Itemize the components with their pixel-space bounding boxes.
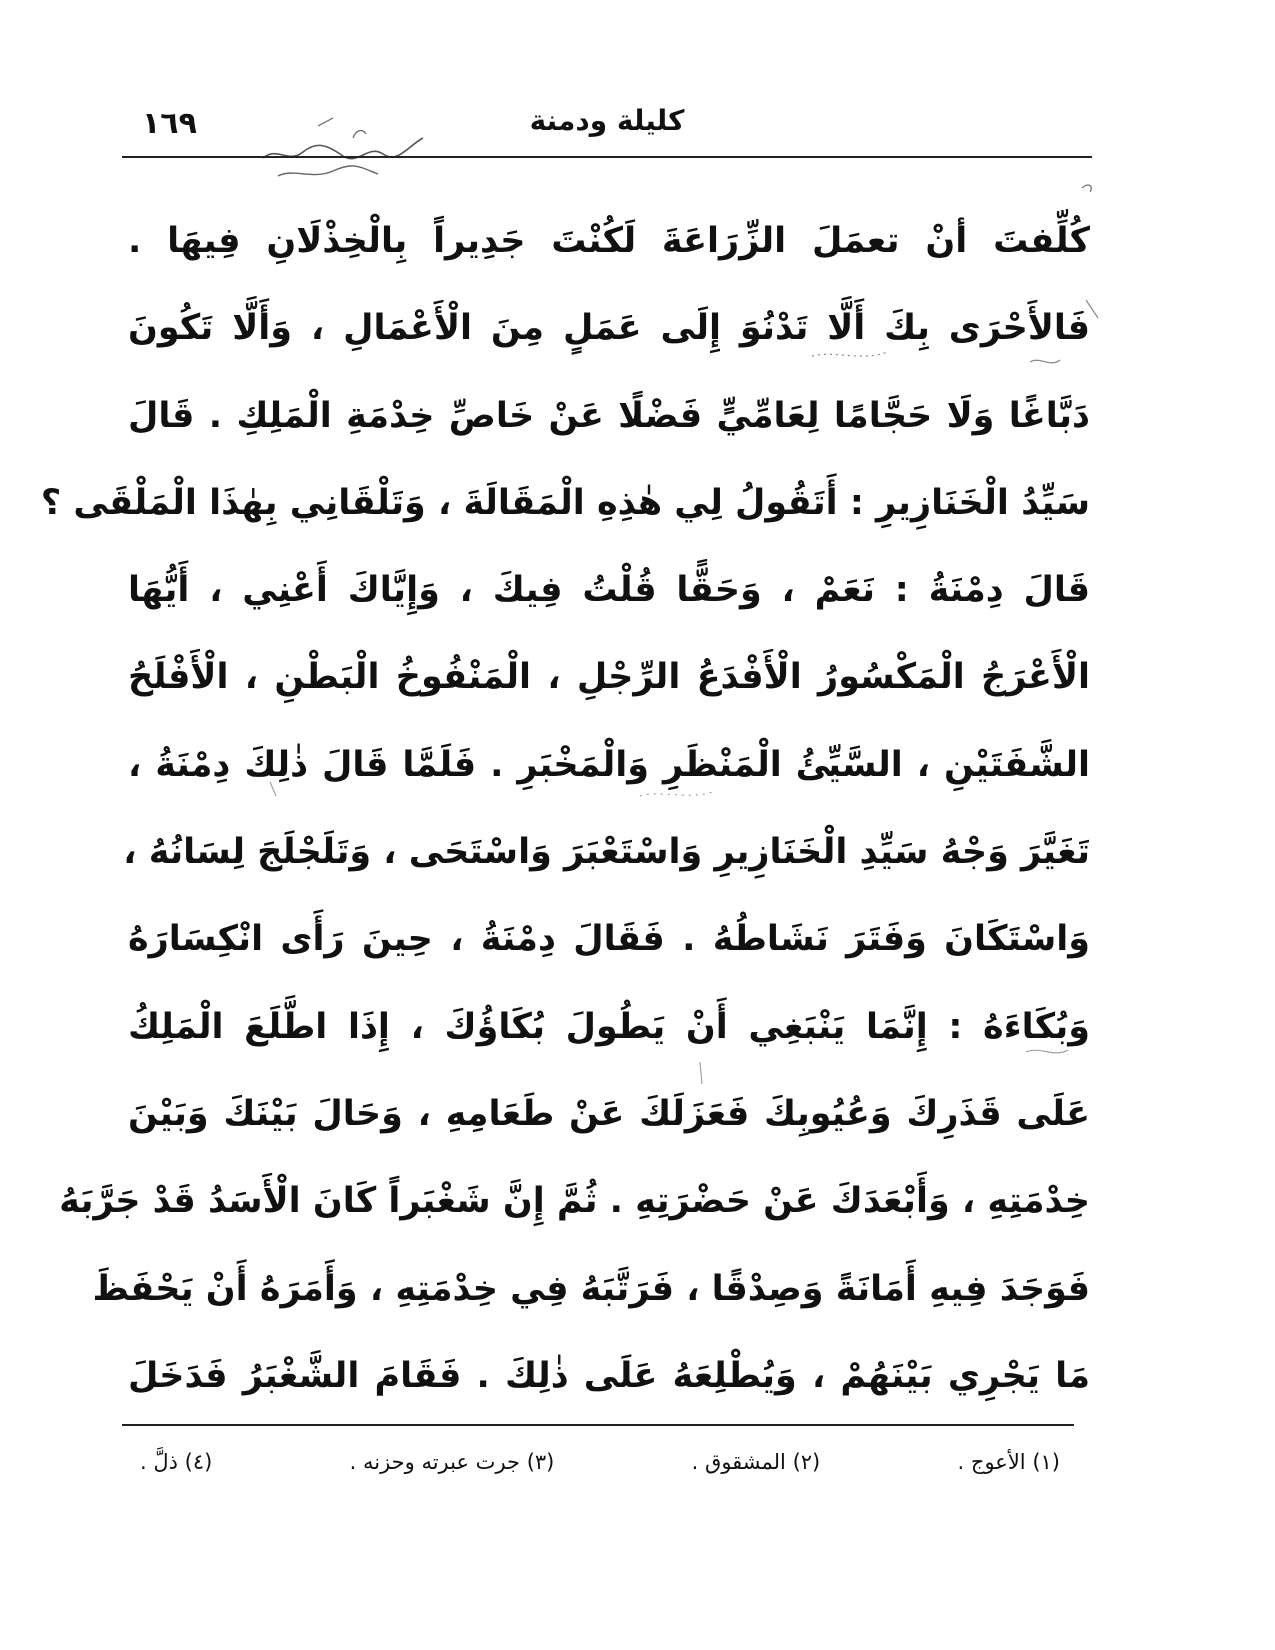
page-number: ١٦٩ [142,106,197,141]
page-header [128,98,1086,154]
text-line-10: وَبُكَاءَهُ : إِنَّمَا يَنْبَغِي أَنْ يَطُولَ بُكَاؤُكَ ، إِذَا اطَّلَعَ الْمَلِكُ [128,1006,1090,1047]
text-line-1: كُلِّفتَ أنْ تعمَلَ الزِّرَاعَةَ لَكُنْتَ جَدِيراً بِالْخِذْلَانِ فِيهَا . [128,221,1090,261]
footnote-1: (١) الأعوج . [957,1450,1060,1474]
text-line-13: فَوَجَدَ فِيهِ أَمَانَةً وَصِدْقًا ، فَرَتَّبَهُ فِي خِدْمَتِهِ ، وَأَمَرَهُ أَنْ يَحْفَظَ [92,1268,1090,1309]
text-line-5: قَالَ دِمْنَةُ : نَعَمْ ، وَحَقًّا قُلْتُ فِيكَ ، وَإِيَّاكَ أَعْنِي ، أَيُّهَا [128,570,1090,611]
footnote-4: (٤) ذلَّ . [140,1450,213,1474]
footnotes [140,1440,1060,1484]
footnote-2: (٢) المشقوق . [691,1450,821,1474]
text-line-4: سَيِّدُ الْخَنَازِيرِ : أَتَقُولُ لِي هٰذِهِ الْمَقَالَةَ ، وَتَلْقَانِي بِهٰذَا الْمَلْقَى ؟ [40,482,1090,523]
footnote-divider [122,1424,1074,1426]
text-line-11: عَلَى قَذَرِكَ وَعُيُوبِكَ فَعَزَلَكَ عَنْ طَعَامِهِ ، وَحَالَ بَيْنَكَ وَبَيْنَ [128,1093,1090,1134]
text-line-2: فَالأَحْرَى بِكَ أَلَّا تَدْنُوَ إِلَى عَمَلٍ مِنَ الْأَعْمَالِ ، وَأَلَّا تَكُونَ [128,308,1090,349]
handwritten-annotation [258,116,428,186]
text-line-7: الشَّفَتَيْنِ ، السَّيِّئُ الْمَنْظَرِ وَالْمَخْبَرِ . فَلَمَّا قَالَ ذٰلِكَ دِمْنَةُ ، [128,744,1090,785]
body-text [40,198,1090,1420]
running-title: كليلة ودمنة [529,104,685,137]
text-line-12: خِدْمَتِهِ ، وَأَبْعَدَكَ عَنْ حَضْرَتِهِ . ثُمَّ إِنَّ شَغْبَراً كَانَ الْأَسَدُ قَدْ جَرَّبَهُ [59,1181,1090,1222]
text-line-9: وَاسْتَكَانَ وَفَتَرَ نَشَاطُهُ . فَقَالَ دِمْنَةُ ، حِينَ رَأَى انْكِسَارَهُ [128,919,1090,960]
header-divider [122,156,1092,158]
text-line-6: الْأَعْرَجُ الْمَكْسُورُ الْأَفْدَعُ الرِّجْلِ ، الْمَنْفُوخُ الْبَطْنِ ، الْأَفْلَحُ [128,657,1090,698]
footnote-3: (٣) جرت عبرته وحزنه . [349,1450,555,1474]
text-line-8: تَغَيَّرَ وَجْهُ سَيِّدِ الْخَنَازِيرِ وَاسْتَعْبَرَ وَاسْتَحَى ، وَتَلَجْلَجَ لِسَانُهُ ، [123,832,1090,873]
text-line-14: مَا يَجْرِي بَيْنَهُمْ ، وَيُطْلِعَهُ عَلَى ذٰلِكَ . فَقَامَ الشَّغْبَرُ فَدَخَلَ [128,1355,1090,1396]
text-line-3: دَبَّاغًا وَلَا حَجَّامًا لِعَامِّيٍّ فَضْلًا عَنْ خَاصِّ خِدْمَةِ الْمَلِكِ . قَالَ [128,395,1090,436]
